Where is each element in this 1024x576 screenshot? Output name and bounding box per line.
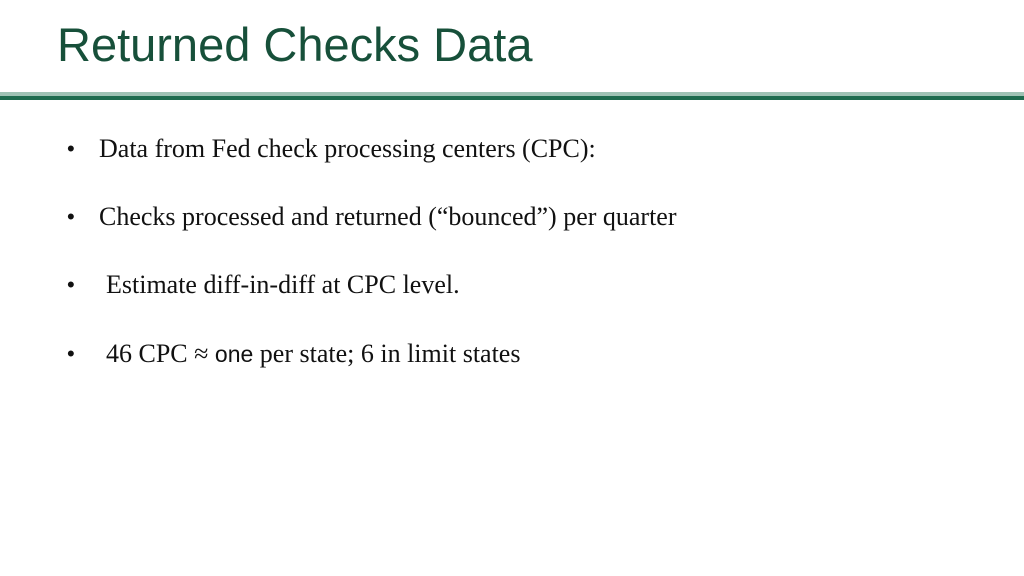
bullet-marker: • [67, 136, 75, 161]
bullet-item-estimate [0, 267, 1000, 303]
bullet-item-data-source [0, 131, 1000, 167]
bullet-item-checks-processed [0, 199, 1000, 235]
bullet-text [106, 336, 520, 372]
bullet-text: Data from Fed check processing centers (CPC): [99, 134, 596, 163]
bullet-marker: • [67, 341, 75, 366]
slide-title: Returned Checks Data [57, 18, 533, 71]
bullet-item-cpc-count [0, 336, 1000, 372]
bullet-text: Checks processed and returned (“bounced”) per quarter [99, 202, 677, 231]
title-divider-dark [0, 96, 1024, 100]
bullet-text-part: one [214, 341, 254, 367]
bullet-text: Estimate diff-in-diff at CPC level. [106, 270, 460, 299]
bullet-text-part: per state; 6 in limit states [253, 339, 521, 368]
bullet-marker: • [67, 204, 75, 229]
bullet-marker: • [67, 272, 75, 297]
bullet-text-part: 46 CPC ≈ [106, 339, 215, 368]
